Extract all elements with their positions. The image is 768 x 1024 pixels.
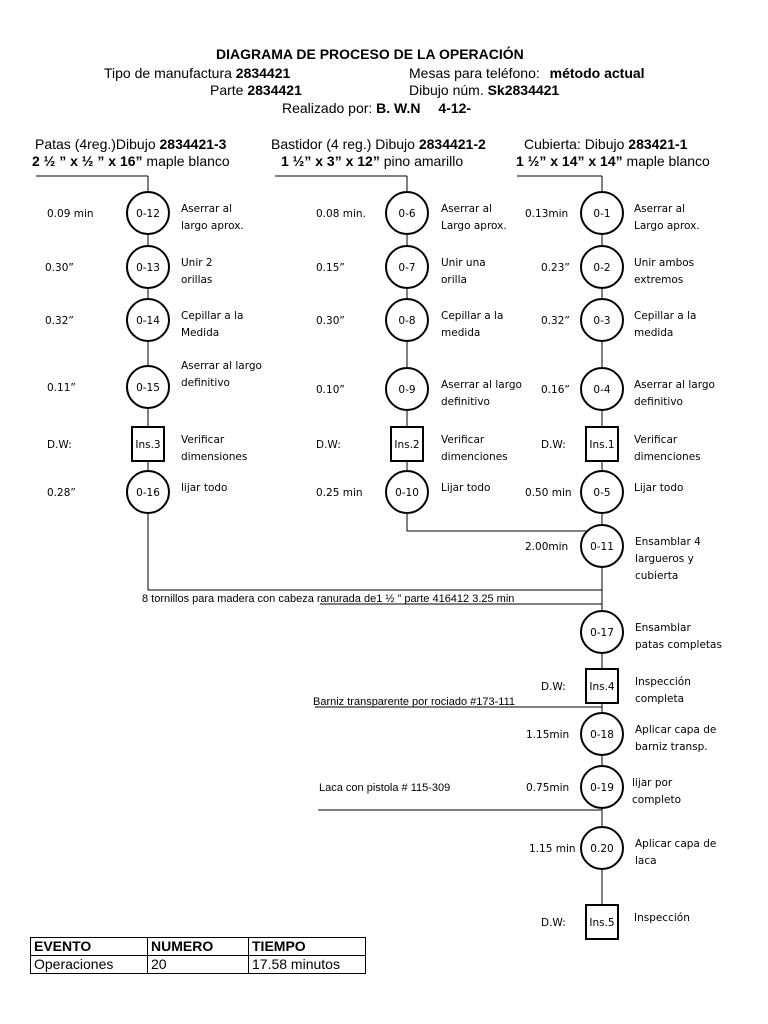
step-description: Ensamblar 4 xyxy=(635,536,701,548)
step-description: definitivo xyxy=(441,396,490,408)
step-code: Ins.5 xyxy=(589,917,615,929)
inspection-step xyxy=(316,427,508,463)
step-description: Unir una xyxy=(441,257,486,269)
summary-header-row xyxy=(31,938,366,956)
step-code: 0-6 xyxy=(398,208,416,220)
step-description: Aserrar al xyxy=(634,203,686,215)
step-description: Largo aprox. xyxy=(441,220,507,232)
step-code: 0-9 xyxy=(398,384,416,396)
step-code: 0-2 xyxy=(593,262,611,274)
column-material-name: maple blanco xyxy=(142,153,230,169)
step-description: Inspección xyxy=(634,912,690,924)
step-description: medida xyxy=(441,327,481,339)
diagram-title: DIAGRAMA DE PROCESO DE LA OPERACIÓN xyxy=(216,46,524,62)
step-time: 0.75min xyxy=(526,782,570,794)
operation-step xyxy=(526,766,681,808)
step-description: Aserrar al xyxy=(181,203,233,215)
step-time: 0.15” xyxy=(316,262,345,274)
step-code: 0-16 xyxy=(136,487,160,499)
step-description: Aplicar capa de xyxy=(635,724,717,736)
operation-step xyxy=(45,246,213,288)
step-description: Cepillar a la xyxy=(441,310,504,322)
summary-table xyxy=(30,937,366,974)
column-title-prefix: Cubierta: Dibujo xyxy=(524,136,629,152)
step-code: Ins.4 xyxy=(589,681,615,693)
step-description: Largo aprox. xyxy=(634,220,700,232)
operation-step xyxy=(47,360,262,408)
step-code: 0-12 xyxy=(136,208,160,220)
step-description: laca xyxy=(635,855,657,867)
step-time: 0.32” xyxy=(45,315,74,327)
operation-step xyxy=(316,192,507,234)
step-time: D.W: xyxy=(541,681,566,693)
step-description: definitivo xyxy=(634,396,683,408)
operation-step xyxy=(541,299,696,341)
summary-cell-evento: Operaciones xyxy=(31,956,148,974)
step-time: 0.30” xyxy=(316,315,345,327)
operation-step xyxy=(529,827,716,869)
operation-step xyxy=(316,246,486,288)
operation-step xyxy=(316,299,503,341)
step-time: 0.16” xyxy=(541,384,570,396)
step-description: lijar todo xyxy=(181,482,228,494)
column-material-dims: 1 ½” x 3” x 12” xyxy=(281,153,380,169)
step-time: 0.10” xyxy=(316,384,345,396)
step-code: 0-17 xyxy=(590,627,614,639)
drawing-value: Sk2834421 xyxy=(487,82,560,98)
connector-lines xyxy=(36,176,602,915)
step-description: Unir ambos xyxy=(634,257,695,269)
inspection-step xyxy=(47,427,247,463)
step-description: completa xyxy=(635,693,685,705)
step-code: 0-7 xyxy=(398,262,416,274)
step-description: Lijar todo xyxy=(441,482,491,494)
step-code: 0-11 xyxy=(590,541,614,553)
table-row xyxy=(31,956,366,974)
step-description: barniz transp. xyxy=(635,741,708,753)
step-description: dimensiones xyxy=(181,451,248,463)
summary-cell-tiempo: 17.58 minutos xyxy=(249,956,366,974)
inspection-step xyxy=(541,905,690,939)
step-description: Verificar xyxy=(441,434,485,446)
step-code: 0-19 xyxy=(590,782,614,794)
step-time: 1.15 min xyxy=(529,843,576,855)
step-code: 0-4 xyxy=(593,384,611,396)
column-material-dims: 2 ½ ” x ½ ” x 16” xyxy=(32,153,143,169)
product-label: Mesas para teléfono: xyxy=(409,65,540,81)
summary-header-evento: EVENTO xyxy=(31,938,148,956)
operation-step xyxy=(47,192,244,234)
step-description: extremos xyxy=(634,274,684,286)
step-code: Ins.2 xyxy=(394,439,420,451)
step-time: 0.13min xyxy=(525,208,569,220)
step-code: 0-14 xyxy=(136,315,160,327)
step-description: Ensamblar xyxy=(635,622,691,634)
step-description: medida xyxy=(634,327,674,339)
step-time: 0.50 min xyxy=(525,487,572,499)
column-material-name: pino amarillo xyxy=(379,153,464,169)
summary-header-tiempo: TIEMPO xyxy=(249,938,366,956)
operation-step xyxy=(526,713,716,755)
summary-header-numero: NUMERO xyxy=(148,938,249,956)
step-description: Cepillar a la xyxy=(634,310,697,322)
step-time: 0.23” xyxy=(541,262,570,274)
step-time: 0.09 min xyxy=(47,208,94,220)
part-value: 2834421 xyxy=(247,82,302,98)
step-time: D.W: xyxy=(541,917,566,929)
operation-step xyxy=(581,611,722,653)
operation-step xyxy=(316,471,490,513)
step-description: Inspección xyxy=(635,676,691,688)
step-time: 0.11” xyxy=(47,382,76,394)
step-code: 0-10 xyxy=(395,487,419,499)
drawing-label: Dibujo núm. xyxy=(409,82,484,98)
step-description: Aserrar al largo xyxy=(634,379,715,391)
step-description: Cepillar a la xyxy=(181,310,244,322)
method-value: método actual xyxy=(549,65,645,81)
column-material-dims: 1 ½” x 14” x 14” xyxy=(516,153,623,169)
column-title-code: 2834421-3 xyxy=(159,136,227,152)
operation-step xyxy=(541,246,694,288)
material-inputs xyxy=(142,593,515,794)
column-title-prefix: Bastidor (4 reg.) Dibujo xyxy=(271,136,419,152)
column-title-code: 283421-1 xyxy=(628,136,688,152)
step-code: 0-18 xyxy=(590,729,614,741)
step-code: Ins.3 xyxy=(135,439,161,451)
step-description: lijar por xyxy=(632,777,673,789)
summary-cell-numero: 20 xyxy=(148,956,249,974)
part-label: Parte xyxy=(210,82,244,98)
column-title-code: 2834421-2 xyxy=(418,136,486,152)
step-time: 0.32” xyxy=(541,315,570,327)
material-input-label: 8 tornillos para madera con cabeza ranurada de1 ½ ” parte 416412 3.25 min xyxy=(142,593,515,605)
step-code: Ins.1 xyxy=(589,439,615,451)
step-description: Lijar todo xyxy=(634,482,684,494)
step-time: 2.00min xyxy=(525,541,569,553)
step-code: 0-3 xyxy=(593,315,611,327)
operation-step xyxy=(541,368,715,410)
step-description: Medida xyxy=(181,327,220,339)
author-value: B. W.N xyxy=(376,100,421,116)
step-code: 0.20 xyxy=(590,843,614,855)
step-description: Aserrar al largo xyxy=(441,379,522,391)
step-description: cubierta xyxy=(635,570,679,582)
operation-step xyxy=(316,368,522,410)
step-description: Verificar xyxy=(181,434,225,446)
step-time: D.W: xyxy=(316,439,341,451)
step-description: largo aprox. xyxy=(181,220,244,232)
date-value: 4-12- xyxy=(438,100,472,116)
step-description: orillas xyxy=(181,274,213,286)
step-time: 0.28” xyxy=(47,487,76,499)
step-description: Verificar xyxy=(634,434,678,446)
operation-step xyxy=(525,192,700,234)
step-time: D.W: xyxy=(541,439,566,451)
step-description: Aserrar al largo xyxy=(181,360,262,372)
operation-step xyxy=(525,471,683,513)
step-description: definitivo xyxy=(181,377,230,389)
inspection-step xyxy=(541,427,701,463)
step-time: 0.08 min. xyxy=(316,208,366,220)
material-input-label: Laca con pistola # 115-309 xyxy=(319,782,451,794)
step-description: largueros y xyxy=(635,553,694,565)
step-code: 0-13 xyxy=(136,262,160,274)
step-time: 1.15min xyxy=(526,729,570,741)
column-material-name: maple blanco xyxy=(622,153,710,169)
step-description: completo xyxy=(632,794,682,806)
step-code: 0-15 xyxy=(136,382,160,394)
column-title-prefix: Patas (4reg.)Dibujo xyxy=(35,136,160,152)
step-description: orilla xyxy=(441,274,467,286)
step-code: 0-5 xyxy=(593,487,611,499)
process-steps xyxy=(45,192,722,939)
step-description: Unir 2 xyxy=(181,257,213,269)
operation-step xyxy=(45,299,243,341)
step-description: dimenciones xyxy=(441,451,508,463)
author-label: Realizado por: xyxy=(282,100,373,116)
step-description: Aplicar capa de xyxy=(635,838,717,850)
step-description: patas completas xyxy=(635,639,722,651)
step-time: D.W: xyxy=(47,439,72,451)
step-code: 0-1 xyxy=(593,208,611,220)
operation-step xyxy=(525,525,701,582)
manufacture-value: 2834421 xyxy=(235,65,291,81)
step-description: Aserrar al xyxy=(441,203,493,215)
inspection-step xyxy=(541,669,691,705)
material-input-label: Barniz transparente por rociado #173-111 xyxy=(313,696,515,708)
manufacture-label: Tipo de manufactura xyxy=(104,65,232,81)
step-description: dimenciones xyxy=(634,451,701,463)
step-time: 0.30” xyxy=(45,262,74,274)
step-time: 0.25 min xyxy=(316,487,363,499)
operation-step xyxy=(47,471,227,513)
step-code: 0-8 xyxy=(398,315,416,327)
